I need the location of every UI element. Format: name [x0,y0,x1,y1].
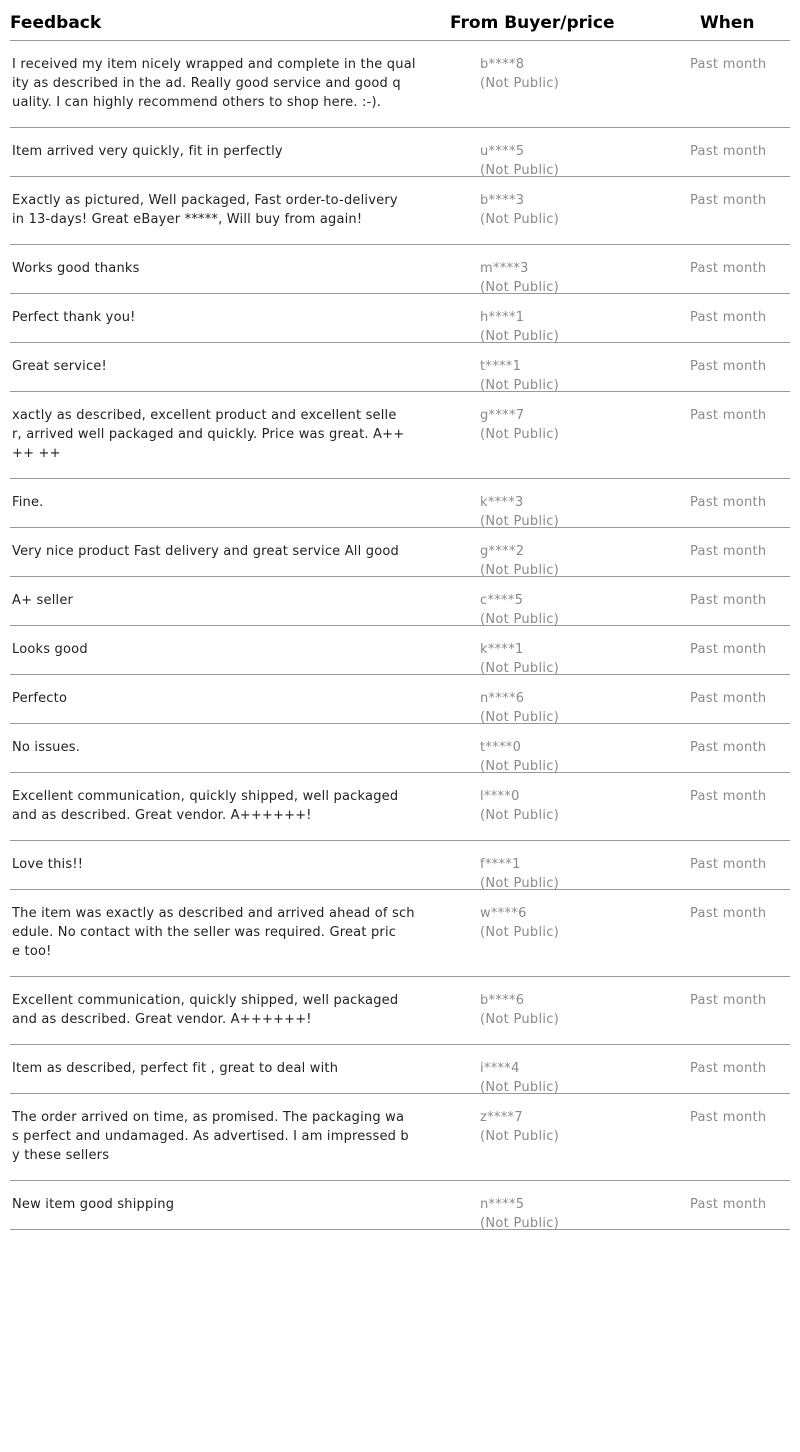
table-row [10,392,790,479]
buyer-name: z****7 [480,1110,523,1125]
buyer-cell [480,689,559,727]
feedback-when: Past month [690,740,767,755]
table-row [10,841,790,890]
feedback-comment: I received my item nicely wrapped and complete in the qual ity as described in the ad. Really good service and good q uality. I can highly recommend others to shop here. :-). [12,57,416,110]
table-row [10,773,790,841]
buyer-cell [480,991,559,1029]
feedback-comment: Excellent communication, quickly shipped, well packaged and as described. Great vendor. A++++++! [12,789,399,823]
feedback-comment: New item good shipping [12,1197,175,1212]
table-row [10,675,790,724]
buyer-name: t****1 [480,359,522,374]
feedback-comment: Excellent communication, quickly shipped, well packaged and as described. Great vendor. A++++++! [12,993,399,1027]
feedback-comment: Looks good [12,642,88,657]
feedback-comment: Exactly as pictured, Well packaged, Fast order-to-delivery in 13-days! Great eBayer *****, Will buy from again! [12,193,398,227]
feedback-when: Past month [690,1061,767,1076]
buyer-price: (Not Public) [480,876,560,891]
buyer-cell [480,904,559,942]
buyer-name: k****1 [480,642,524,657]
buyer-cell [480,55,559,93]
buyer-name: b****3 [480,193,525,208]
buyer-cell [480,493,559,531]
feedback-when: Past month [690,1110,767,1125]
buyer-name: b****8 [480,57,525,72]
buyer-price: (Not Public) [480,612,560,627]
buyer-name: l****0 [480,789,520,804]
table-row [10,1045,790,1094]
buyer-name: t****0 [480,740,522,755]
buyer-price: (Not Public) [480,1216,560,1231]
buyer-price: (Not Public) [480,378,560,393]
buyer-price: (Not Public) [480,563,560,578]
feedback-comment: The item was exactly as described and arrived ahead of sch edule. No contact with the seller was required. Great pric e too! [12,906,415,959]
buyer-cell [480,191,559,229]
buyer-price: (Not Public) [480,808,560,823]
buyer-name: k****3 [480,495,524,510]
buyer-price: (Not Public) [480,163,560,178]
buyer-name: c****5 [480,593,524,608]
buyer-cell [480,1195,559,1233]
feedback-when: Past month [690,593,767,608]
feedback-comment: The order arrived on time, as promised. The packaging wa s perfect and undamaged. As advertised. I am impressed b y these sellers [12,1110,409,1163]
feedback-comment: Works good thanks [12,261,140,276]
table-row [10,245,790,294]
table-row [10,1181,790,1230]
buyer-price: (Not Public) [480,212,560,227]
column-header-when[interactable]: When [700,13,755,33]
feedback-when: Past month [690,261,767,276]
feedback-when: Past month [690,642,767,657]
feedback-when: Past month [690,193,767,208]
table-row [10,128,790,177]
buyer-name: n****6 [480,691,525,706]
buyer-cell [480,855,559,893]
buyer-cell [480,787,559,825]
feedback-table [10,0,790,1230]
buyer-cell [480,406,559,444]
table-row [10,977,790,1045]
buyer-price: (Not Public) [480,329,560,344]
feedback-comment: Very nice product Fast delivery and great service All good [12,544,399,559]
feedback-when: Past month [690,544,767,559]
table-row [10,343,790,392]
table-row [10,528,790,577]
table-row [10,41,790,128]
buyer-name: h****1 [480,310,525,325]
buyer-price: (Not Public) [480,1012,560,1027]
feedback-when: Past month [690,1197,767,1212]
feedback-when: Past month [690,857,767,872]
buyer-price: (Not Public) [480,661,560,676]
feedback-comment: Fine. [12,495,44,510]
feedback-comment: xactly as described, excellent product and excellent selle r, arrived well packaged and quickly. Price was great. A++ ++ ++ [12,408,405,461]
feedback-when: Past month [690,310,767,325]
feedback-when: Past month [690,789,767,804]
feedback-when: Past month [690,57,767,72]
buyer-name: f****1 [480,857,521,872]
table-row [10,724,790,773]
feedback-when: Past month [690,144,767,159]
buyer-name: u****5 [480,144,525,159]
column-header-feedback[interactable]: Feedback [10,13,102,33]
buyer-cell [480,357,559,395]
table-header [10,0,790,41]
buyer-cell [480,640,559,678]
table-row [10,177,790,245]
table-row [10,1094,790,1181]
table-row [10,890,790,977]
buyer-price: (Not Public) [480,1080,560,1095]
buyer-price: (Not Public) [480,280,560,295]
buyer-price: (Not Public) [480,514,560,529]
buyer-price: (Not Public) [480,1129,560,1144]
buyer-cell [480,259,559,297]
feedback-comment: Perfecto [12,691,68,706]
buyer-cell [480,142,559,180]
buyer-price: (Not Public) [480,427,560,442]
buyer-cell [480,1059,559,1097]
feedback-when: Past month [690,359,767,374]
table-row [10,577,790,626]
buyer-price: (Not Public) [480,925,560,940]
buyer-name: m****3 [480,261,529,276]
table-row [10,626,790,675]
feedback-when: Past month [690,993,767,1008]
feedback-when: Past month [690,408,767,423]
feedback-comment: A+ seller [12,593,74,608]
buyer-name: b****6 [480,993,525,1008]
feedback-comment: Great service! [12,359,107,374]
buyer-cell [480,542,559,580]
table-body [10,41,790,1230]
feedback-comment: Perfect thank you! [12,310,136,325]
buyer-cell [480,308,559,346]
feedback-when: Past month [690,906,767,921]
feedback-when: Past month [690,495,767,510]
table-row [10,294,790,343]
column-header-buyer-price[interactable]: From Buyer/price [450,13,615,33]
buyer-name: g****7 [480,408,525,423]
feedback-comment: Item as described, perfect fit , great to deal with [12,1061,339,1076]
buyer-cell [480,591,559,629]
buyer-cell [480,1108,559,1146]
buyer-name: i****4 [480,1061,520,1076]
feedback-comment: Love this!! [12,857,84,872]
buyer-name: w****6 [480,906,527,921]
feedback-when: Past month [690,691,767,706]
feedback-comment: No issues. [12,740,81,755]
table-row [10,479,790,528]
buyer-price: (Not Public) [480,76,560,91]
buyer-price: (Not Public) [480,759,560,774]
buyer-cell [480,738,559,776]
feedback-comment: Item arrived very quickly, fit in perfectly [12,144,283,159]
buyer-name: g****2 [480,544,525,559]
buyer-price: (Not Public) [480,710,560,725]
buyer-name: n****5 [480,1197,525,1212]
